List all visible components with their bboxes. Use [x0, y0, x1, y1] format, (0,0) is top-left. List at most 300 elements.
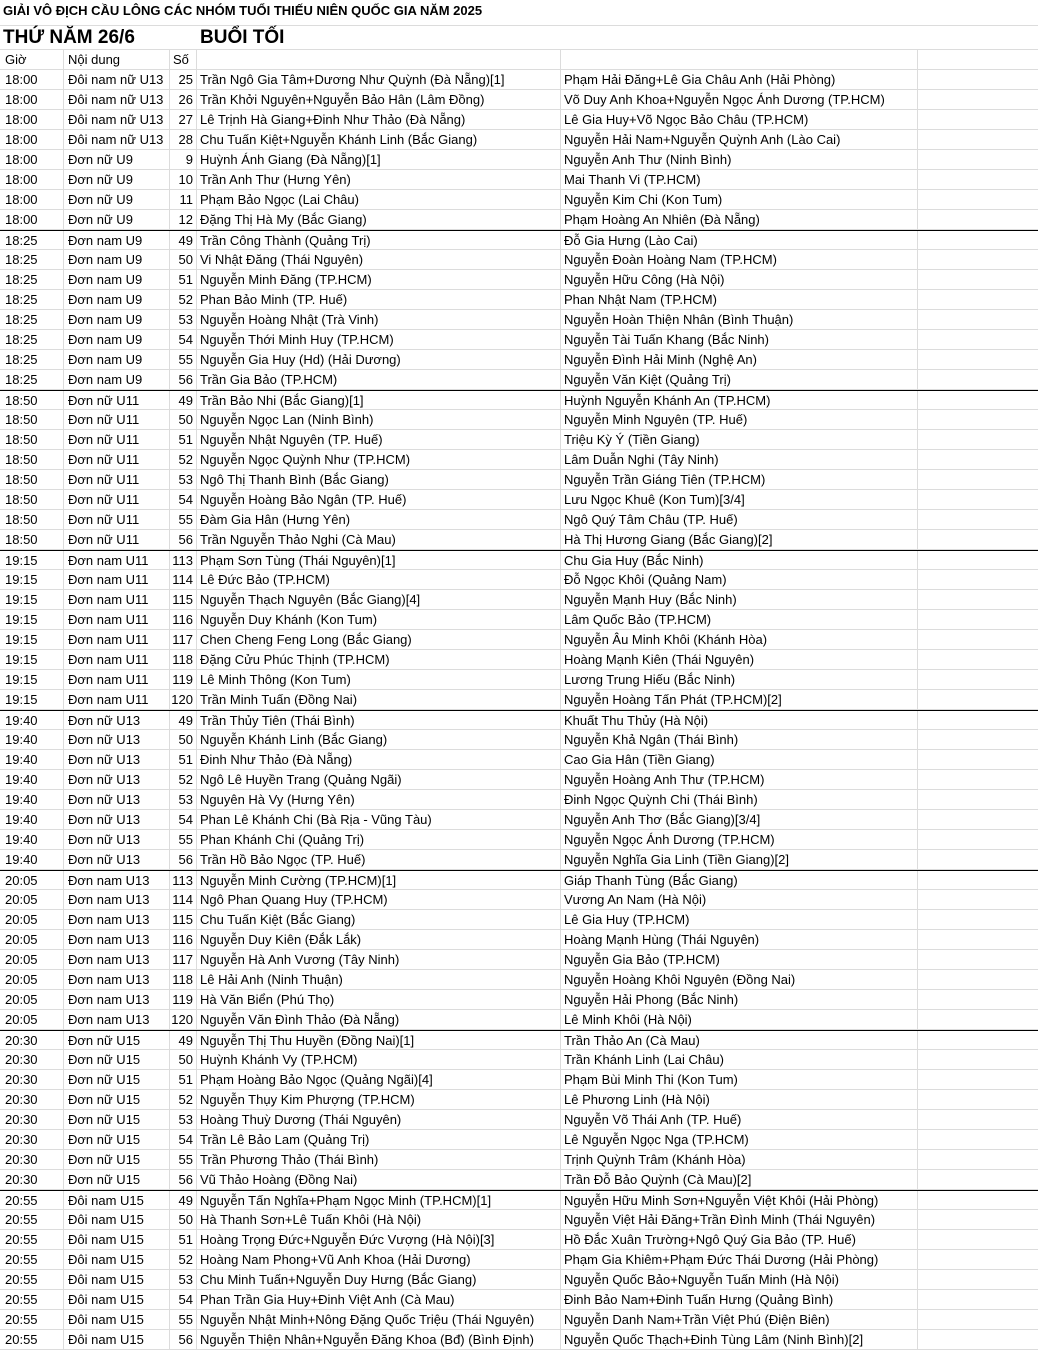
match-number: 117	[170, 950, 197, 970]
player-1: Phan Lê Khánh Chi (Bà Rịa - Vũng Tàu)	[197, 810, 561, 830]
match-number: 120	[170, 690, 197, 710]
table-row	[0, 470, 1038, 490]
player-2: Nguyễn Nghĩa Gia Linh (Tiền Giang)[2]	[561, 850, 918, 870]
match-time: 18:00	[0, 150, 64, 170]
empty-cell	[918, 250, 1038, 270]
match-event: Đơn nữ U15	[64, 1150, 170, 1170]
player-2: Đỗ Ngọc Khôi (Quảng Nam)	[561, 570, 918, 590]
player-1: Nguyễn Thiện Nhân+Nguyễn Đăng Khoa (Bđ) (Bình Định)	[197, 1330, 561, 1350]
player-2: Lê Nguyễn Ngọc Nga (TP.HCM)	[561, 1130, 918, 1150]
player-1: Trần Khởi Nguyên+Nguyễn Bảo Hân (Lâm Đồng)	[197, 90, 561, 110]
match-event: Đơn nữ U13	[64, 730, 170, 750]
match-time: 19:15	[0, 650, 64, 670]
match-event: Đơn nữ U13	[64, 810, 170, 830]
tournament-title: GIẢI VÔ ĐỊCH CẦU LÔNG CÁC NHÓM TUỔI THIẾU NIÊN QUỐC GIA NĂM 2025	[3, 3, 483, 18]
match-time: 18:00	[0, 70, 64, 90]
player-1: Nguyễn Hoàng Nhật (Trà Vinh)	[197, 310, 561, 330]
table-row	[0, 990, 1038, 1010]
match-event: Đơn nữ U13	[64, 711, 170, 731]
table-row	[0, 1190, 1038, 1210]
player-2: Nguyễn Gia Bảo (TP.HCM)	[561, 950, 918, 970]
player-2: Phạm Hải Đăng+Lê Gia Châu Anh (Hải Phòng)	[561, 70, 918, 90]
player-1: Trần Gia Bảo (TP.HCM)	[197, 370, 561, 390]
match-number: 117	[170, 630, 197, 650]
table-row	[0, 230, 1038, 250]
empty-cell	[918, 790, 1038, 810]
match-number: 56	[170, 850, 197, 870]
match-number: 113	[170, 551, 197, 571]
player-2: Nguyễn Võ Thái Anh (TP. Huế)	[561, 1110, 918, 1130]
player-1: Nguyễn Duy Kiên (Đắk Lắk)	[197, 930, 561, 950]
table-row	[0, 770, 1038, 790]
match-event: Đơn nam U11	[64, 610, 170, 630]
player-1: Hà Thanh Sơn+Lê Tuấn Khôi (Hà Nội)	[197, 1210, 561, 1230]
match-number: 53	[170, 470, 197, 490]
table-row	[0, 350, 1038, 370]
table-row	[0, 1310, 1038, 1330]
player-2: Nguyễn Khả Ngân (Thái Bình)	[561, 730, 918, 750]
match-time: 18:50	[0, 450, 64, 470]
player-2: Nguyễn Trần Giáng Tiên (TP.HCM)	[561, 470, 918, 490]
match-number: 54	[170, 490, 197, 510]
match-number: 50	[170, 250, 197, 270]
header-time: Giờ	[0, 50, 64, 70]
match-time: 20:30	[0, 1031, 64, 1051]
empty-cell	[918, 1070, 1038, 1090]
match-time: 20:05	[0, 950, 64, 970]
table-row	[0, 550, 1038, 570]
table-row	[0, 810, 1038, 830]
player-1: Trần Anh Thư (Hưng Yên)	[197, 170, 561, 190]
table-row	[0, 510, 1038, 530]
header-player1	[197, 50, 561, 70]
table-row	[0, 1210, 1038, 1230]
match-event: Đơn nam U13	[64, 970, 170, 990]
player-1: Đặng Thị Hà My (Bắc Giang)	[197, 210, 561, 230]
match-number: 55	[170, 350, 197, 370]
player-2: Vương An Nam (Hà Nội)	[561, 890, 918, 910]
player-2: Hoàng Mạnh Kiên (Thái Nguyên)	[561, 650, 918, 670]
table-row	[0, 1250, 1038, 1270]
empty-cell	[918, 970, 1038, 990]
table-row	[0, 1070, 1038, 1090]
player-2: Nguyễn Hoàng Tấn Phát (TP.HCM)[2]	[561, 690, 918, 710]
match-event: Đơn nam U13	[64, 871, 170, 891]
match-number: 120	[170, 1010, 197, 1030]
player-1: Ngô Lê Huyền Trang (Quảng Ngãi)	[197, 770, 561, 790]
empty-cell	[918, 570, 1038, 590]
player-2: Lương Trung Hiếu (Bắc Ninh)	[561, 670, 918, 690]
player-1: Nguyễn Nhật Nguyên (TP. Huế)	[197, 430, 561, 450]
player-1: Phạm Sơn Tùng (Thái Nguyên)[1]	[197, 551, 561, 571]
player-2: Nguyễn Anh Thơ (Bắc Giang)[3/4]	[561, 810, 918, 830]
match-number: 51	[170, 750, 197, 770]
table-row	[0, 370, 1038, 390]
empty-cell	[918, 1170, 1038, 1190]
match-time: 19:40	[0, 711, 64, 731]
match-event: Đơn nữ U11	[64, 410, 170, 430]
empty-cell	[918, 990, 1038, 1010]
match-event: Đôi nam U15	[64, 1310, 170, 1330]
player-1: Nguyễn Thới Minh Huy (TP.HCM)	[197, 330, 561, 350]
match-event: Đơn nam U11	[64, 650, 170, 670]
player-1: Nguyễn Gia Huy (Hd) (Hải Dương)	[197, 350, 561, 370]
player-1: Huỳnh Ánh Giang (Đà Nẵng)[1]	[197, 150, 561, 170]
player-2: Hồ Đắc Xuân Trường+Ngô Quý Gia Bảo (TP. Huế)	[561, 1230, 918, 1250]
match-time: 18:25	[0, 270, 64, 290]
table-row	[0, 1010, 1038, 1030]
table-row	[0, 1330, 1038, 1350]
match-number: 119	[170, 670, 197, 690]
table-row	[0, 330, 1038, 350]
table-row	[0, 710, 1038, 730]
empty-cell	[918, 210, 1038, 230]
player-1: Chu Minh Tuấn+Nguyễn Duy Hưng (Bắc Giang)	[197, 1270, 561, 1290]
table-row	[0, 830, 1038, 850]
match-number: 11	[170, 190, 197, 210]
player-2: Lưu Ngọc Khuê (Kon Tum)[3/4]	[561, 490, 918, 510]
match-number: 53	[170, 1110, 197, 1130]
empty-cell	[918, 1210, 1038, 1230]
player-2: Đinh Ngọc Quỳnh Chi (Thái Bình)	[561, 790, 918, 810]
table-row	[0, 650, 1038, 670]
match-number: 49	[170, 231, 197, 251]
player-2: Phạm Gia Khiêm+Phạm Đức Thái Dương (Hải Phòng)	[561, 1250, 918, 1270]
match-time: 19:15	[0, 690, 64, 710]
match-time: 19:15	[0, 670, 64, 690]
match-number: 115	[170, 590, 197, 610]
table-row	[0, 870, 1038, 890]
match-event: Đơn nam U11	[64, 551, 170, 571]
player-2: Võ Duy Anh Khoa+Nguyễn Ngọc Ánh Dương (TP.HCM)	[561, 90, 918, 110]
table-row	[0, 1030, 1038, 1050]
match-number: 51	[170, 1230, 197, 1250]
table-row	[0, 290, 1038, 310]
match-event: Đơn nữ U11	[64, 450, 170, 470]
match-number: 10	[170, 170, 197, 190]
match-time: 18:25	[0, 330, 64, 350]
player-1: Trần Bảo Nhi (Bắc Giang)[1]	[197, 391, 561, 411]
match-time: 18:25	[0, 231, 64, 251]
match-time: 18:50	[0, 391, 64, 411]
match-event: Đôi nam U15	[64, 1230, 170, 1250]
player-2: Đinh Bảo Nam+Đinh Tuấn Hưng (Quảng Bình)	[561, 1290, 918, 1310]
player-2: Hà Thị Hương Giang (Bắc Giang)[2]	[561, 530, 918, 550]
player-2: Nguyễn Hoàng Khôi Nguyên (Đồng Nai)	[561, 970, 918, 990]
match-time: 18:25	[0, 290, 64, 310]
player-1: Nguyễn Nhật Minh+Nông Đặng Quốc Triệu (Thái Nguyên)	[197, 1310, 561, 1330]
empty-cell	[918, 391, 1038, 411]
empty-cell	[918, 1191, 1038, 1211]
match-number: 55	[170, 1150, 197, 1170]
match-number: 119	[170, 990, 197, 1010]
match-event: Đơn nam U11	[64, 590, 170, 610]
player-1: Phan Trần Gia Huy+Đinh Việt Anh (Cà Mau)	[197, 1290, 561, 1310]
match-time: 20:30	[0, 1110, 64, 1130]
match-number: 52	[170, 290, 197, 310]
player-2: Nguyễn Hoàng Anh Thư (TP.HCM)	[561, 770, 918, 790]
table-row	[0, 1110, 1038, 1130]
player-1: Nguyễn Ngọc Lan (Ninh Bình)	[197, 410, 561, 430]
player-1: Nguyễn Hoàng Bảo Ngân (TP. Huế)	[197, 490, 561, 510]
match-event: Đơn nữ U13	[64, 830, 170, 850]
empty-cell	[918, 1031, 1038, 1051]
empty-cell	[918, 530, 1038, 550]
table-row	[0, 1150, 1038, 1170]
player-1: Nguyễn Văn Đình Thảo (Đà Nẵng)	[197, 1010, 561, 1030]
match-number: 49	[170, 711, 197, 731]
match-event: Đôi nam nữ U13	[64, 130, 170, 150]
empty-cell	[918, 551, 1038, 571]
table-row	[0, 970, 1038, 990]
empty-cell	[918, 830, 1038, 850]
match-event: Đơn nữ U11	[64, 430, 170, 450]
empty-cell	[918, 170, 1038, 190]
player-1: Nguyễn Duy Khánh (Kon Tum)	[197, 610, 561, 630]
match-number: 50	[170, 410, 197, 430]
match-time: 19:40	[0, 850, 64, 870]
match-time: 20:55	[0, 1250, 64, 1270]
table-row	[0, 310, 1038, 330]
title-row	[0, 0, 1038, 26]
match-time: 20:05	[0, 871, 64, 891]
player-2: Khuất Thu Thủy (Hà Nội)	[561, 711, 918, 731]
player-2: Nguyễn Quốc Bảo+Nguyễn Tuấn Minh (Hà Nội)	[561, 1270, 918, 1290]
empty-cell	[918, 410, 1038, 430]
table-row	[0, 850, 1038, 870]
day-label: THỨ NĂM 26/6	[3, 27, 135, 48]
match-time: 20:30	[0, 1090, 64, 1110]
match-time: 18:25	[0, 310, 64, 330]
player-1: Nguyễn Thụy Kim Phượng (TP.HCM)	[197, 1090, 561, 1110]
match-event: Đôi nam nữ U13	[64, 70, 170, 90]
match-event: Đơn nam U11	[64, 570, 170, 590]
empty-cell	[918, 910, 1038, 930]
player-1: Huỳnh Khánh Vy (TP.HCM)	[197, 1050, 561, 1070]
player-1: Đặng Cửu Phúc Thịnh (TP.HCM)	[197, 650, 561, 670]
player-2: Nguyễn Đoàn Hoàng Nam (TP.HCM)	[561, 250, 918, 270]
session-row	[0, 26, 1038, 50]
match-time: 18:25	[0, 250, 64, 270]
player-2: Trịnh Quỳnh Trâm (Khánh Hòa)	[561, 1150, 918, 1170]
match-time: 19:40	[0, 790, 64, 810]
table-row	[0, 450, 1038, 470]
table-row	[0, 790, 1038, 810]
match-number: 50	[170, 1210, 197, 1230]
player-2: Lâm Duẫn Nghi (Tây Ninh)	[561, 450, 918, 470]
header-empty	[918, 50, 1038, 70]
empty-cell	[918, 610, 1038, 630]
match-number: 51	[170, 430, 197, 450]
match-number: 52	[170, 450, 197, 470]
empty-cell	[918, 90, 1038, 110]
empty-cell	[918, 1270, 1038, 1290]
empty-cell	[918, 231, 1038, 251]
match-event: Đơn nữ U15	[64, 1090, 170, 1110]
table-row	[0, 730, 1038, 750]
match-time: 20:05	[0, 990, 64, 1010]
player-1: Nguyễn Thị Thu Huyền (Đồng Nai)[1]	[197, 1031, 561, 1051]
match-number: 52	[170, 1090, 197, 1110]
empty-cell	[918, 890, 1038, 910]
empty-cell	[918, 650, 1038, 670]
player-2: Huỳnh Nguyễn Khánh An (TP.HCM)	[561, 391, 918, 411]
empty-cell	[918, 310, 1038, 330]
empty-cell	[918, 1290, 1038, 1310]
match-event: Đơn nam U13	[64, 910, 170, 930]
table-row	[0, 610, 1038, 630]
table-row	[0, 1170, 1038, 1190]
match-time: 19:40	[0, 810, 64, 830]
player-2: Trần Thảo An (Cà Mau)	[561, 1031, 918, 1051]
match-time: 19:40	[0, 830, 64, 850]
table-row	[0, 90, 1038, 110]
empty-cell	[918, 110, 1038, 130]
player-1: Nguyễn Thạch Nguyên (Bắc Giang)[4]	[197, 590, 561, 610]
table-row	[0, 950, 1038, 970]
player-2: Nguyễn Ngọc Ánh Dương (TP.HCM)	[561, 830, 918, 850]
match-event: Đơn nam U9	[64, 290, 170, 310]
match-event: Đơn nam U11	[64, 670, 170, 690]
player-2: Nguyễn Kim Chi (Kon Tum)	[561, 190, 918, 210]
match-time: 19:15	[0, 570, 64, 590]
match-time: 18:00	[0, 110, 64, 130]
player-1: Nguyên Hà Vy (Hưng Yên)	[197, 790, 561, 810]
match-event: Đơn nam U11	[64, 630, 170, 650]
match-number: 49	[170, 1031, 197, 1051]
match-time: 18:50	[0, 430, 64, 450]
player-1: Trần Ngô Gia Tâm+Dương Như Quỳnh (Đà Nẵng)[1]	[197, 70, 561, 90]
table-row	[0, 1130, 1038, 1150]
match-event: Đơn nữ U15	[64, 1031, 170, 1051]
match-time: 20:05	[0, 890, 64, 910]
match-event: Đơn nam U13	[64, 1010, 170, 1030]
player-2: Phạm Hoàng An Nhiên (Đà Nẵng)	[561, 210, 918, 230]
match-number: 56	[170, 1330, 197, 1350]
match-number: 53	[170, 1270, 197, 1290]
match-event: Đôi nam U15	[64, 1330, 170, 1350]
player-2: Mai Thanh Vi (TP.HCM)	[561, 170, 918, 190]
table-row	[0, 590, 1038, 610]
table-row	[0, 1230, 1038, 1250]
match-event: Đơn nam U13	[64, 890, 170, 910]
player-2: Nguyễn Hữu Minh Sơn+Nguyễn Việt Khôi (Hải Phòng)	[561, 1191, 918, 1211]
match-time: 20:30	[0, 1070, 64, 1090]
match-time: 18:25	[0, 370, 64, 390]
player-2: Nguyễn Quốc Thạch+Đinh Tùng Lâm (Ninh Bình)[2]	[561, 1330, 918, 1350]
player-2: Nguyễn Đình Hải Minh (Nghệ An)	[561, 350, 918, 370]
match-time: 19:15	[0, 551, 64, 571]
match-number: 55	[170, 510, 197, 530]
match-event: Đơn nữ U13	[64, 790, 170, 810]
player-1: Nguyễn Khánh Linh (Bắc Giang)	[197, 730, 561, 750]
empty-cell	[918, 130, 1038, 150]
match-event: Đôi nam U15	[64, 1270, 170, 1290]
player-2: Nguyễn Văn Kiệt (Quảng Trị)	[561, 370, 918, 390]
match-time: 20:55	[0, 1191, 64, 1211]
match-event: Đơn nữ U15	[64, 1070, 170, 1090]
match-event: Đôi nam nữ U13	[64, 90, 170, 110]
match-time: 18:00	[0, 170, 64, 190]
player-1: Phạm Bảo Ngọc (Lai Châu)	[197, 190, 561, 210]
player-1: Vũ Thảo Hoàng (Đồng Nai)	[197, 1170, 561, 1190]
match-number: 50	[170, 1050, 197, 1070]
player-1: Phan Khánh Chi (Quảng Trị)	[197, 830, 561, 850]
table-row	[0, 670, 1038, 690]
empty-cell	[918, 330, 1038, 350]
match-event: Đơn nữ U13	[64, 850, 170, 870]
player-1: Hoàng Nam Phong+Vũ Anh Khoa (Hải Dương)	[197, 1250, 561, 1270]
empty-cell	[918, 690, 1038, 710]
match-time: 18:50	[0, 510, 64, 530]
match-time: 20:05	[0, 970, 64, 990]
player-2: Lê Gia Huy+Võ Ngọc Bảo Châu (TP.HCM)	[561, 110, 918, 130]
empty-cell	[918, 590, 1038, 610]
match-number: 55	[170, 1310, 197, 1330]
match-event: Đơn nữ U11	[64, 530, 170, 550]
match-time: 18:00	[0, 130, 64, 150]
empty-cell	[918, 290, 1038, 310]
table-row	[0, 1050, 1038, 1070]
match-number: 51	[170, 270, 197, 290]
match-time: 20:05	[0, 930, 64, 950]
match-event: Đơn nữ U11	[64, 490, 170, 510]
match-number: 118	[170, 650, 197, 670]
match-time: 20:30	[0, 1170, 64, 1190]
empty-cell	[918, 1090, 1038, 1110]
player-2: Giáp Thanh Tùng (Bắc Giang)	[561, 871, 918, 891]
player-2: Nguyễn Anh Thư (Ninh Bình)	[561, 150, 918, 170]
match-number: 9	[170, 150, 197, 170]
match-event: Đơn nữ U9	[64, 210, 170, 230]
player-1: Phan Bảo Minh (TP. Huế)	[197, 290, 561, 310]
match-number: 50	[170, 730, 197, 750]
table-row	[0, 930, 1038, 950]
match-time: 20:30	[0, 1050, 64, 1070]
match-number: 116	[170, 930, 197, 950]
match-number: 51	[170, 1070, 197, 1090]
player-1: Trần Minh Tuấn (Đồng Nai)	[197, 690, 561, 710]
empty-cell	[918, 450, 1038, 470]
match-number: 49	[170, 1191, 197, 1211]
table-row	[0, 70, 1038, 90]
match-event: Đơn nữ U11	[64, 510, 170, 530]
player-2: Chu Gia Huy (Bắc Ninh)	[561, 551, 918, 571]
player-2: Nguyễn Âu Minh Khôi (Khánh Hòa)	[561, 630, 918, 650]
player-2: Nguyễn Tài Tuấn Khang (Bắc Ninh)	[561, 330, 918, 350]
match-event: Đơn nam U9	[64, 310, 170, 330]
match-number: 52	[170, 1250, 197, 1270]
empty-cell	[918, 930, 1038, 950]
match-event: Đơn nữ U13	[64, 770, 170, 790]
player-2: Trần Đỗ Bảo Quỳnh (Cà Mau)[2]	[561, 1170, 918, 1190]
player-2: Lê Minh Khôi (Hà Nội)	[561, 1010, 918, 1030]
player-2: Nguyễn Hoàn Thiện Nhân (Bình Thuận)	[561, 310, 918, 330]
player-2: Phan Nhật Nam (TP.HCM)	[561, 290, 918, 310]
player-1: Chu Tuấn Kiệt+Nguyễn Khánh Linh (Bắc Giang)	[197, 130, 561, 150]
table-row	[0, 410, 1038, 430]
match-event: Đôi nam U15	[64, 1210, 170, 1230]
match-event: Đơn nam U9	[64, 350, 170, 370]
match-event: Đôi nam U15	[64, 1250, 170, 1270]
match-time: 18:00	[0, 210, 64, 230]
player-1: Nguyễn Hà Anh Vương (Tây Ninh)	[197, 950, 561, 970]
table-row	[0, 750, 1038, 770]
empty-cell	[918, 1250, 1038, 1270]
player-2: Lê Phương Linh (Hà Nội)	[561, 1090, 918, 1110]
player-1: Nguyễn Minh Đăng (TP.HCM)	[197, 270, 561, 290]
empty-cell	[918, 430, 1038, 450]
